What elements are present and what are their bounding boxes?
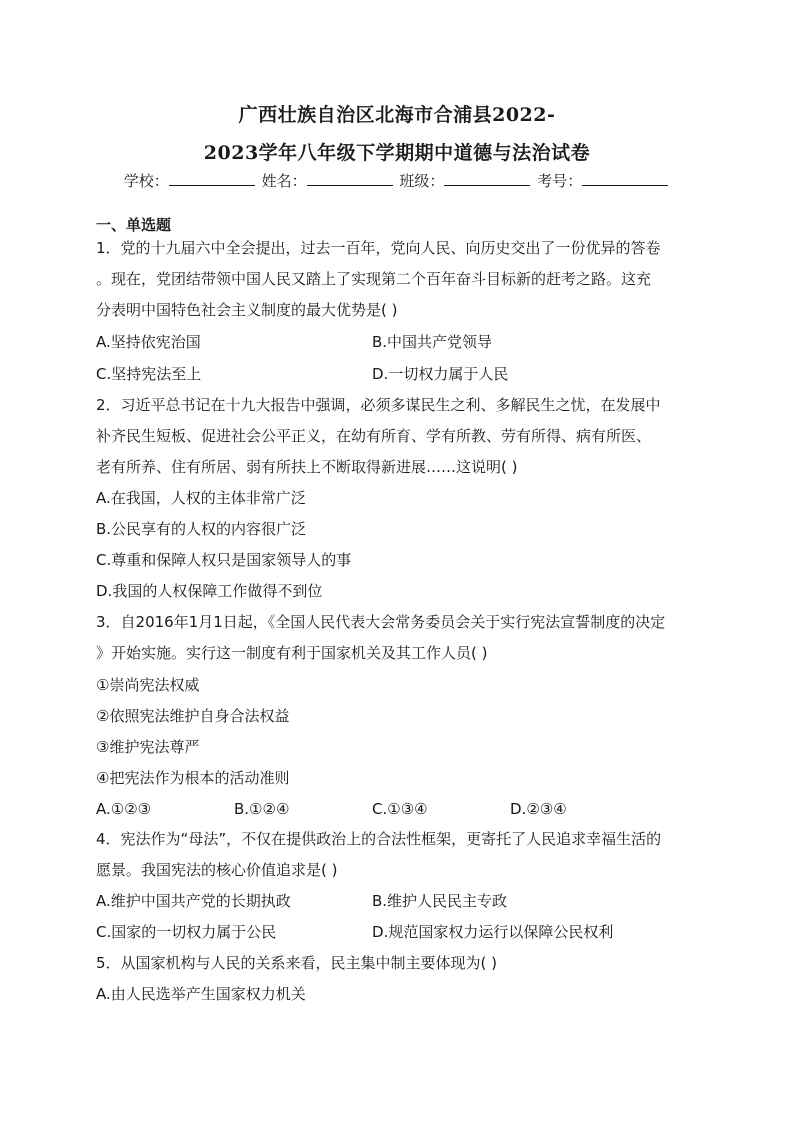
name-blank[interactable] <box>307 171 393 186</box>
q2-option-a[interactable]: A.在我国，人权的主体非常广泛 <box>96 489 306 507</box>
class-label: 班级： <box>399 172 445 190</box>
q5-stem-line1: 5．从国家机构与人民的关系来看，民主集中制主要体现为( ) <box>96 954 498 972</box>
q4-stem-line1: 4．宪法作为“母法”，不仅在提供政治上的合法性框架，更寄托了人民追求幸福生活的 <box>96 830 662 848</box>
q1-option-d[interactable]: D.一切权力属于人民 <box>372 365 509 383</box>
q3-item-2: ②依照宪法维护自身合法权益 <box>96 707 290 725</box>
q4-option-b[interactable]: B.维护人民民主专政 <box>372 892 508 910</box>
q3-stem-line2: 》开始实施。实行这一制度有利于国家机关及其工作人员( ) <box>96 644 488 662</box>
q3-item-3: ③维护宪法尊严 <box>96 738 200 756</box>
q2-option-d[interactable]: D.我国的人权保障工作做得不到位 <box>96 582 323 600</box>
exam-title-line2: 2023学年八年级下学期期中道德与法治试卷 <box>203 142 591 164</box>
class-blank[interactable] <box>444 171 530 186</box>
q4-stem-line2: 愿景。我国宪法的核心价值追求是( ) <box>96 861 338 879</box>
q2-option-c[interactable]: C.尊重和保障人权只是国家领导人的事 <box>96 551 352 569</box>
q2-stem-line1: 2．习近平总书记在十九大报告中强调，必须多谋民生之利、多解民生之忧，在发展中 <box>96 396 661 414</box>
name-label: 姓名： <box>261 172 307 190</box>
q3-option-b[interactable]: B.①②④ <box>234 800 290 818</box>
q1-option-c[interactable]: C.坚持宪法至上 <box>96 365 202 383</box>
section-heading: 一、单选题 <box>96 216 172 234</box>
exam-number-blank[interactable] <box>582 171 668 186</box>
q3-item-1: ①崇尚宪法权威 <box>96 676 200 694</box>
exam-title-line1: 广西壮族自治区北海市合浦县2022- <box>238 104 556 126</box>
school-label: 学校： <box>123 172 169 190</box>
q4-option-c[interactable]: C.国家的一切权力属于公民 <box>96 923 277 941</box>
exam-number-label: 考号： <box>537 172 583 190</box>
q1-stem-line3: 分表明中国特色社会主义制度的最大优势是( ) <box>96 301 398 319</box>
q5-option-a[interactable]: A.由人民选举产生国家权力机关 <box>96 985 306 1003</box>
q3-option-c[interactable]: C.①③④ <box>372 800 428 818</box>
q2-stem-line2: 补齐民生短板、促进社会公平正义，在幼有所育、学有所教、劳有所得、病有所医、 <box>96 427 652 445</box>
q4-option-d[interactable]: D.规范国家权力运行以保障公民权利 <box>372 923 614 941</box>
student-info-row <box>0 170 794 191</box>
q3-stem-line1: 3．自2016年1月1日起，《全国人民代表大会常务委员会关于实行宪法宣誓制度的决定 <box>96 613 666 631</box>
q1-option-a[interactable]: A.坚持依宪治国 <box>96 333 201 351</box>
q2-option-b[interactable]: B.公民享有的人权的内容很广泛 <box>96 520 307 538</box>
q3-option-d[interactable]: D.②③④ <box>510 800 567 818</box>
q2-stem-line3: 老有所养、住有所居、弱有所扶上不断取得新进展……这说明( ) <box>96 458 518 476</box>
q4-option-a[interactable]: A.维护中国共产党的长期执政 <box>96 892 291 910</box>
q1-stem-line1: 1．党的十九届六中全会提出，过去一百年，党向人民、向历史交出了一份优异的答卷 <box>96 239 661 257</box>
school-blank[interactable] <box>169 171 255 186</box>
q3-option-a[interactable]: A.①②③ <box>96 800 152 818</box>
q3-item-4: ④把宪法作为根本的活动准则 <box>96 769 290 787</box>
q1-stem-line2: 。现在，党团结带领中国人民又踏上了实现第二个百年奋斗目标新的赶考之路。这充 <box>96 270 652 288</box>
q1-option-b[interactable]: B.中国共产党领导 <box>372 333 493 351</box>
